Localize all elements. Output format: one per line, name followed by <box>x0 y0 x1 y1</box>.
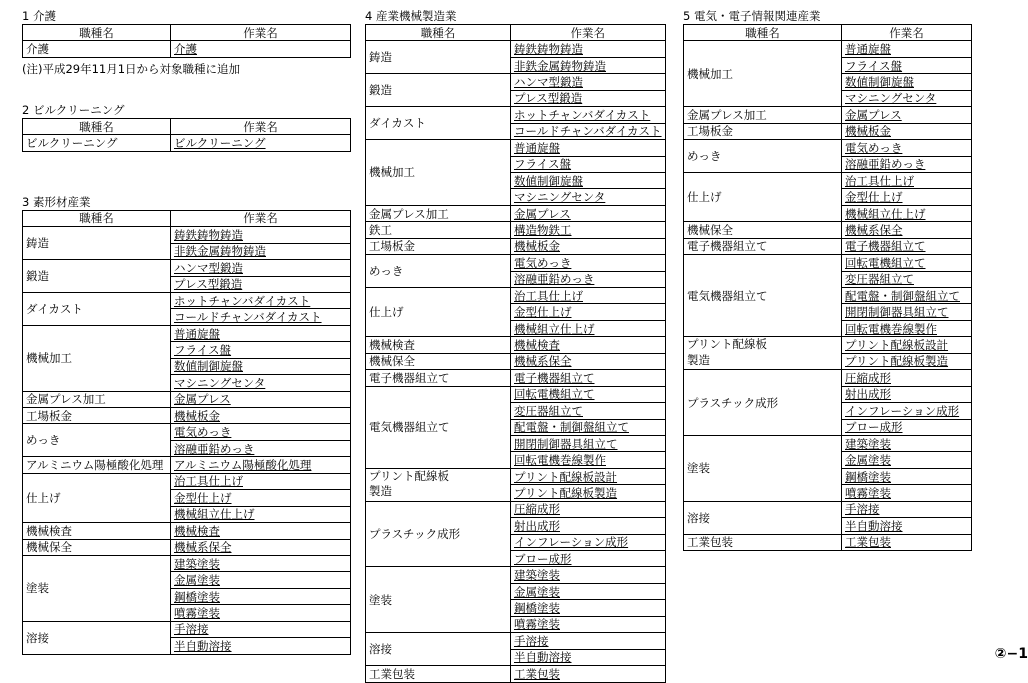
table-row <box>23 292 351 308</box>
task-name-cell: ハンマ型鍛造 <box>511 74 666 90</box>
header-task: 作業名 <box>171 210 351 226</box>
task-name-cell: 回転電機巻線製作 <box>842 320 972 336</box>
task-name-cell: 鋳鉄鋳物鋳造 <box>511 41 666 57</box>
job-name-cell: 工場板金 <box>23 408 171 424</box>
task-name-cell: 電子機器組立て <box>511 370 666 386</box>
task-name-cell: ブロー成形 <box>842 419 972 435</box>
table-row <box>23 227 351 243</box>
job-name-cell: 工業包装 <box>366 666 511 682</box>
table-row <box>366 222 666 238</box>
task-name-cell: インフレーション成形 <box>842 403 972 419</box>
task-name-cell: 噴霧塗装 <box>842 485 972 501</box>
job-table-materials <box>22 210 351 655</box>
task-name-cell: 構造物鉄工 <box>511 222 666 238</box>
task-name-cell: 圧縮成形 <box>511 501 666 517</box>
table-row <box>23 135 351 151</box>
table-electronics <box>683 24 972 551</box>
table-row <box>366 567 666 583</box>
task-name-cell: 機械系保全 <box>171 539 351 555</box>
task-name-cell: 半自動溶接 <box>842 518 972 534</box>
job-name-cell: 機械加工 <box>366 140 511 206</box>
table-row <box>23 424 351 440</box>
task-name-cell: ハンマ型鍛造 <box>171 260 351 276</box>
table-row <box>23 555 351 571</box>
task-name-cell: マシニングセンタ <box>171 375 351 391</box>
task-name-cell: 電気めっき <box>171 424 351 440</box>
task-name-cell: 電気めっき <box>842 140 972 156</box>
job-name-cell: 鋳造 <box>23 227 171 260</box>
task-name-cell: 回転電機巻線製作 <box>511 452 666 468</box>
job-table-electronics <box>683 24 972 551</box>
table-row <box>366 41 666 57</box>
table-row <box>23 457 351 473</box>
table-row <box>684 370 972 386</box>
job-name-cell: 工業包装 <box>684 534 842 550</box>
table-row <box>366 353 666 369</box>
job-name-cell: 金属プレス加工 <box>23 391 171 407</box>
task-name-cell: 射出成形 <box>511 518 666 534</box>
job-name-cell: 塗装 <box>23 555 171 621</box>
task-name-cell: 溶融亜鉛めっき <box>171 440 351 456</box>
job-name-cell: 介護 <box>23 41 171 57</box>
job-name-cell: ビルクリーニング <box>23 135 171 151</box>
task-name-cell: プリント配線板製造 <box>842 353 972 369</box>
task-name-cell: 電気めっき <box>511 255 666 271</box>
task-name-cell: 普通旋盤 <box>511 140 666 156</box>
header-task: 作業名 <box>171 25 351 41</box>
task-name-cell: 金型仕上げ <box>171 490 351 506</box>
task-name-cell: プリント配線板製造 <box>511 485 666 501</box>
task-name-cell: 工業包装 <box>842 534 972 550</box>
table-row <box>366 238 666 254</box>
task-name-cell: ホットチャンバダイカスト <box>171 292 351 308</box>
job-name-cell: 電子機器組立て <box>684 238 842 254</box>
task-name-cell: ビルクリーニング <box>171 135 351 151</box>
table-row <box>684 41 972 57</box>
table-row <box>23 523 351 539</box>
task-name-cell: 射出成形 <box>842 386 972 402</box>
job-name-cell: 機械保全 <box>684 222 842 238</box>
task-name-cell: 機械組立仕上げ <box>171 506 351 522</box>
table-materials <box>22 210 351 655</box>
section-title-electronics: 5 電気・電子情報関連産業 <box>683 9 821 23</box>
header-row <box>23 210 351 226</box>
task-name-cell: 機械板金 <box>842 123 972 139</box>
table-row <box>684 255 972 271</box>
table-kaigo <box>22 24 351 58</box>
note-kaigo: (注)平成29年11月1日から対象職種に追加 <box>22 61 241 76</box>
table-row <box>23 473 351 489</box>
task-name-cell: 金属プレス <box>171 391 351 407</box>
task-name-cell: 建築塗装 <box>171 555 351 571</box>
header-row <box>366 25 666 41</box>
task-name-cell: インフレーション成形 <box>511 534 666 550</box>
job-name-cell: 機械保全 <box>23 539 171 555</box>
task-name-cell: 噴霧塗装 <box>511 616 666 632</box>
table-row <box>23 260 351 276</box>
task-name-cell: 普通旋盤 <box>842 41 972 57</box>
task-name-cell: プリント配線板設計 <box>511 468 666 484</box>
task-name-cell: 金属塗装 <box>511 583 666 599</box>
table-row <box>684 140 972 156</box>
task-name-cell: 数値制御旋盤 <box>842 74 972 90</box>
section-title-kaigo: 1 介護 <box>22 9 56 23</box>
job-name-cell: アルミニウム陽極酸化処理 <box>23 457 171 473</box>
task-name-cell: 噴霧塗装 <box>171 605 351 621</box>
table-row <box>684 222 972 238</box>
job-name-cell: ダイカスト <box>23 292 171 325</box>
job-name-cell: 電気機器組立て <box>366 386 511 468</box>
table-row <box>366 107 666 123</box>
job-name-cell: 溶接 <box>23 621 171 654</box>
task-name-cell: 機械板金 <box>171 408 351 424</box>
header-job: 職種名 <box>684 25 842 41</box>
task-name-cell: 機械組立仕上げ <box>842 205 972 221</box>
job-name-cell: 鋳造 <box>366 41 511 74</box>
job-name-cell: 塗装 <box>366 567 511 633</box>
job-name-cell: 工場板金 <box>684 123 842 139</box>
task-name-cell: 溶融亜鉛めっき <box>511 271 666 287</box>
job-name-cell: 溶接 <box>684 501 842 534</box>
task-name-cell: 回転電機組立て <box>842 255 972 271</box>
job-name-cell: プラスチック成形 <box>684 370 842 436</box>
task-name-cell: 手溶接 <box>511 633 666 649</box>
task-name-cell: 数値制御旋盤 <box>171 358 351 374</box>
table-row <box>684 501 972 517</box>
job-name-cell: 仕上げ <box>366 288 511 337</box>
task-name-cell: 圧縮成形 <box>842 370 972 386</box>
table-row <box>23 325 351 341</box>
task-name-cell: フライス盤 <box>171 342 351 358</box>
table-row <box>684 534 972 550</box>
task-name-cell: 手溶接 <box>171 621 351 637</box>
task-name-cell: 機械検査 <box>171 523 351 539</box>
task-name-cell: 配電盤・制御盤組立て <box>511 419 666 435</box>
task-name-cell: フライス盤 <box>511 156 666 172</box>
task-name-cell: マシニングセンタ <box>511 189 666 205</box>
task-name-cell: 金属塗装 <box>842 452 972 468</box>
section-title-machinery: 4 産業機械製造業 <box>365 9 457 23</box>
task-name-cell: 電子機器組立て <box>842 238 972 254</box>
job-table-machinery <box>365 24 666 683</box>
table-row <box>684 123 972 139</box>
header-job: 職種名 <box>23 118 171 134</box>
job-name-cell: 塗装 <box>684 435 842 501</box>
task-name-cell: 変圧器組立て <box>511 403 666 419</box>
job-name-cell: ダイカスト <box>366 107 511 140</box>
task-name-cell: 開閉制御器具組立て <box>511 435 666 451</box>
table-row <box>366 74 666 90</box>
table-row <box>23 391 351 407</box>
task-name-cell: プレス型鍛造 <box>511 90 666 106</box>
job-name-cell: 溶接 <box>366 633 511 666</box>
task-name-cell: 普通旋盤 <box>171 325 351 341</box>
column-left <box>22 8 351 655</box>
task-name-cell: 金属塗装 <box>171 572 351 588</box>
job-name-cell: 鍛造 <box>366 74 511 107</box>
table-machinery <box>365 24 666 683</box>
job-name-cell: プリント配線板 製造 <box>366 468 511 501</box>
task-name-cell: 鋼橋塗装 <box>842 468 972 484</box>
table-row <box>684 107 972 123</box>
table-row <box>366 370 666 386</box>
task-name-cell: 数値制御旋盤 <box>511 172 666 188</box>
job-name-cell: 電気機器組立て <box>684 255 842 337</box>
job-name-cell: プラスチック成形 <box>366 501 511 567</box>
task-name-cell: 半自動溶接 <box>511 649 666 665</box>
job-name-cell: 鍛造 <box>23 260 171 293</box>
task-name-cell: 工業包装 <box>511 666 666 682</box>
task-name-cell: 手溶接 <box>842 501 972 517</box>
table-row <box>23 621 351 637</box>
task-name-cell: 金属プレス <box>511 205 666 221</box>
header-job: 職種名 <box>23 210 171 226</box>
task-name-cell: 鋳鉄鋳物鋳造 <box>171 227 351 243</box>
task-name-cell: 非鉄金属鋳物鋳造 <box>511 57 666 73</box>
task-name-cell: 配電盤・制御盤組立て <box>842 288 972 304</box>
task-name-cell: ブロー成形 <box>511 551 666 567</box>
table-row <box>366 288 666 304</box>
task-name-cell: 非鉄金属鋳物鋳造 <box>171 243 351 259</box>
task-name-cell: プリント配線板設計 <box>842 337 972 353</box>
job-name-cell: 機械保全 <box>366 353 511 369</box>
task-name-cell: フライス盤 <box>842 57 972 73</box>
job-name-cell: 金属プレス加工 <box>366 205 511 221</box>
table-row <box>366 386 666 402</box>
table-row <box>366 255 666 271</box>
table-row <box>366 205 666 221</box>
task-name-cell: プレス型鍛造 <box>171 276 351 292</box>
task-name-cell: 建築塗装 <box>842 435 972 451</box>
task-name-cell: 機械系保全 <box>842 222 972 238</box>
task-name-cell: コールドチャンバダイカスト <box>171 309 351 325</box>
job-name-cell: めっき <box>684 140 842 173</box>
header-task: 作業名 <box>842 25 972 41</box>
job-name-cell: 電子機器組立て <box>366 370 511 386</box>
task-name-cell: 金型仕上げ <box>842 189 972 205</box>
task-name-cell: 機械板金 <box>511 238 666 254</box>
table-row <box>684 238 972 254</box>
header-task: 作業名 <box>171 118 351 134</box>
task-name-cell: 半自動溶接 <box>171 638 351 654</box>
table-row <box>366 501 666 517</box>
job-table-building <box>22 118 351 152</box>
header-job: 職種名 <box>366 25 511 41</box>
table-row <box>366 337 666 353</box>
job-name-cell: 工場板金 <box>366 238 511 254</box>
task-name-cell: マシニングセンタ <box>842 90 972 106</box>
table-row <box>23 408 351 424</box>
task-name-cell: 機械検査 <box>511 337 666 353</box>
job-name-cell: 金属プレス加工 <box>684 107 842 123</box>
task-name-cell: 機械系保全 <box>511 353 666 369</box>
section-title-building: 2 ビルクリーニング <box>22 102 125 117</box>
job-name-cell: 仕上げ <box>23 473 171 522</box>
job-name-cell: 機械検査 <box>366 337 511 353</box>
task-name-cell: 治工具仕上げ <box>511 288 666 304</box>
task-name-cell: コールドチャンバダイカスト <box>511 123 666 139</box>
job-table-kaigo <box>22 24 351 58</box>
table-row <box>366 140 666 156</box>
job-name-cell: 鉄工 <box>366 222 511 238</box>
header-row <box>684 25 972 41</box>
task-name-cell: 開閉制御器具組立て <box>842 304 972 320</box>
table-row <box>684 435 972 451</box>
column-right <box>683 8 972 551</box>
task-name-cell: 治工具仕上げ <box>171 473 351 489</box>
table-row <box>366 633 666 649</box>
task-name-cell: ホットチャンバダイカスト <box>511 107 666 123</box>
task-name-cell: 治工具仕上げ <box>842 172 972 188</box>
page-number: ②−1 <box>994 646 1028 662</box>
table-row <box>684 337 972 353</box>
job-name-cell: 機械加工 <box>684 41 842 107</box>
header-row <box>23 118 351 134</box>
job-name-cell: 仕上げ <box>684 172 842 221</box>
table-row <box>366 666 666 682</box>
job-name-cell: 機械検査 <box>23 523 171 539</box>
job-name-cell: めっき <box>366 255 511 288</box>
job-name-cell: 機械加工 <box>23 325 171 391</box>
task-name-cell: 鋼橋塗装 <box>171 588 351 604</box>
job-name-cell: プリント配線板 製造 <box>684 337 842 370</box>
job-name-cell: めっき <box>23 424 171 457</box>
task-name-cell: 金型仕上げ <box>511 304 666 320</box>
task-name-cell: 建築塗装 <box>511 567 666 583</box>
task-name-cell: 溶融亜鉛めっき <box>842 156 972 172</box>
header-row <box>23 25 351 41</box>
table-building <box>22 118 351 152</box>
table-row <box>684 172 972 188</box>
task-name-cell: アルミニウム陽極酸化処理 <box>171 457 351 473</box>
task-name-cell: 鋼橋塗装 <box>511 600 666 616</box>
column-middle <box>365 8 666 683</box>
task-name-cell: 金属プレス <box>842 107 972 123</box>
task-name-cell: 変圧器組立て <box>842 271 972 287</box>
table-row <box>23 41 351 57</box>
table-row <box>23 539 351 555</box>
task-name-cell: 機械組立仕上げ <box>511 320 666 336</box>
section-title-materials: 3 素形材産業 <box>22 194 91 209</box>
task-name-cell: 回転電機組立て <box>511 386 666 402</box>
table-row <box>366 468 666 484</box>
task-name-cell: 介護 <box>171 41 351 57</box>
header-task: 作業名 <box>511 25 666 41</box>
header-job: 職種名 <box>23 25 171 41</box>
